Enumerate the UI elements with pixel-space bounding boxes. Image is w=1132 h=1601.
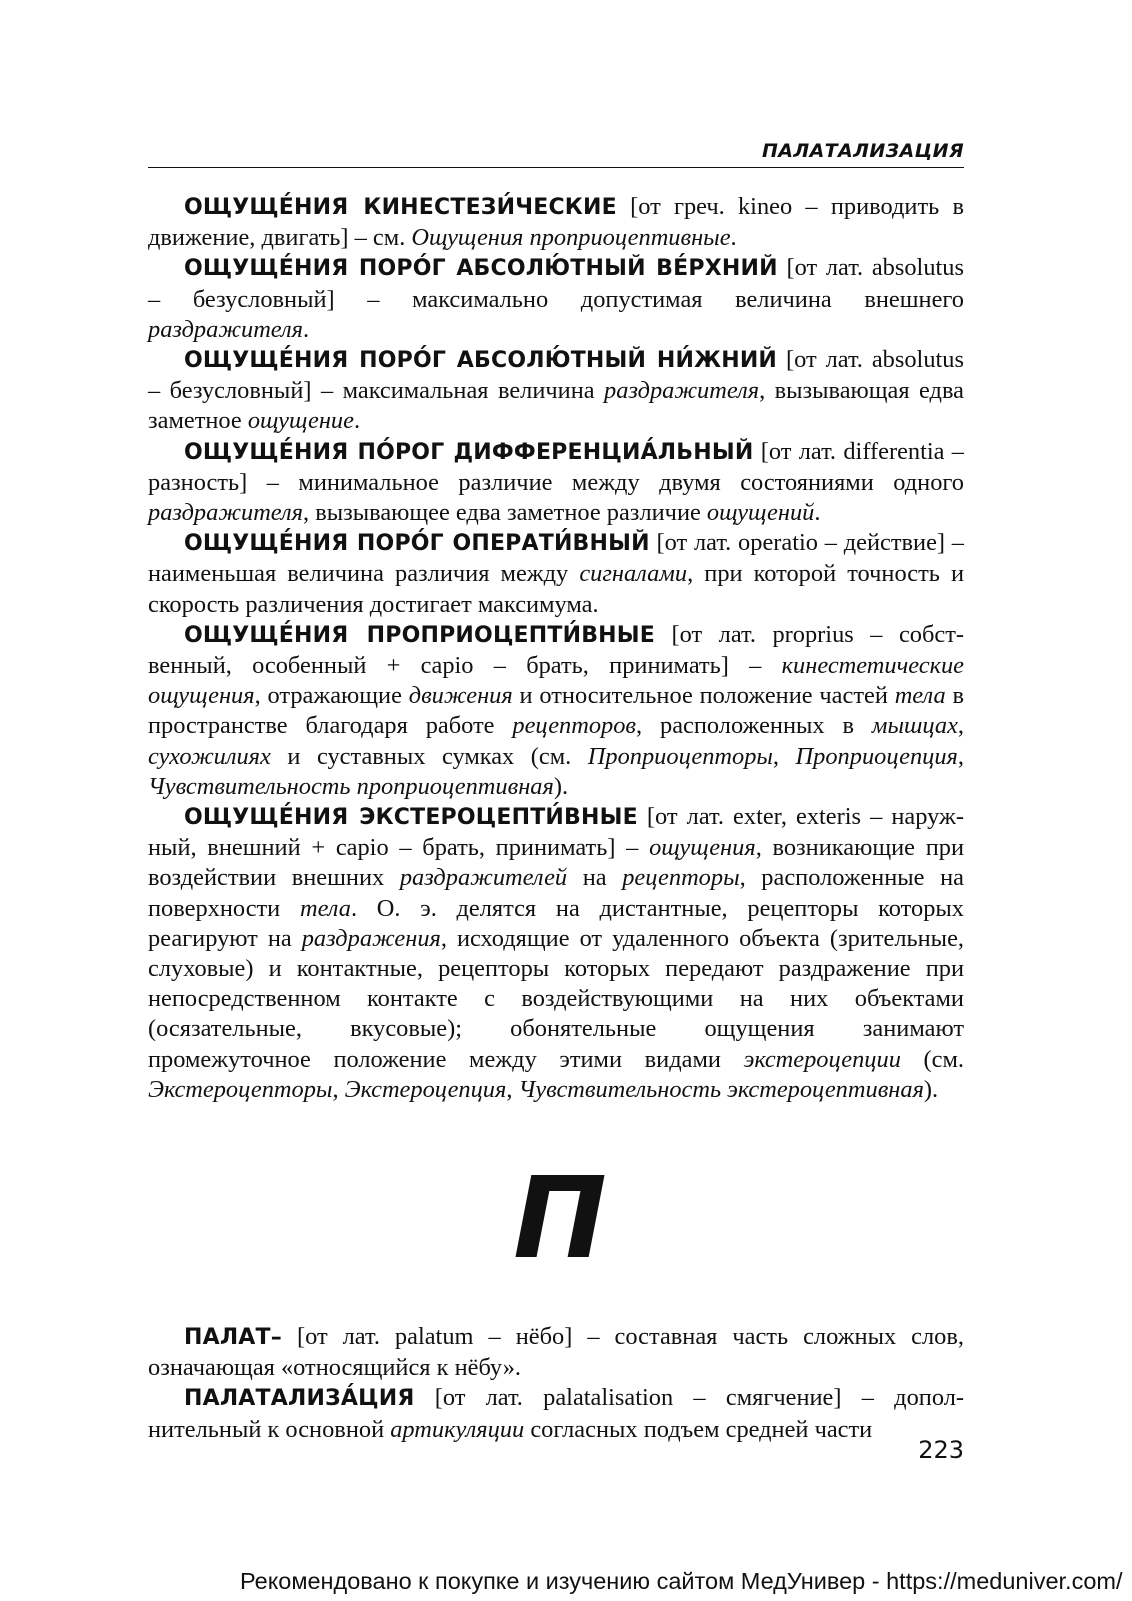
dictionary-entry [148,253,964,345]
entries-o-section [148,192,964,1105]
entry-text: . [814,499,821,527]
dictionary-entry [148,1322,964,1383]
cross-reference: экстероцепции [743,1045,901,1073]
entry-text: , отражающие [254,682,409,710]
cross-reference: раздражителей [399,864,568,892]
cross-reference: сигналами [579,560,688,588]
entry-term: ОЩУЩЕ́НИЯ ПОРО́Г ОПЕРАТИ́ВНЫЙ [184,531,650,557]
entry-text: , [957,712,965,740]
footer-recommendation: Рекомендовано к покупке и изучению сайтом МедУнивер - https://meduniver.com/ [240,1568,1123,1594]
running-head [148,138,964,168]
entry-text: в пространстве благодаря работе [148,682,964,740]
entry-text: . [353,407,361,435]
cross-reference: движения [408,682,513,710]
cross-reference: раздражителя [148,499,304,527]
entry-text: ). [923,1075,939,1103]
cross-reference: кинестетические ощущения [148,652,964,710]
entry-text: [от греч. kineo – приводить в движение, двигать] – см. [148,193,964,252]
cross-reference: Проприоцепция [795,742,958,770]
cross-reference: Чувствительность экстероцептивная [518,1075,924,1103]
entry-text: и суставных сумках (см. [270,742,588,770]
entry-text: . О. э. делятся на дистантные, рецепторы которых реагируют на [148,894,964,952]
entry-text: согласных подъем средней части [524,1415,873,1443]
cross-reference: Ощущения проприоцептивные [411,224,731,252]
dictionary-entry [148,528,964,620]
entry-text: . [730,224,737,252]
entry-text: , расположенных в [636,712,872,740]
entry-text: , [957,742,964,770]
cross-reference: мышцах [871,712,958,740]
entry-text: , вызывающая едва заметное [148,377,964,435]
cross-reference: рецепторы [622,864,740,892]
running-head-title: ПАЛАТАЛИЗАЦИЯ [761,140,964,162]
entry-term: ПАЛАТАЛИЗА́ЦИЯ [184,1386,415,1412]
entry-text: , расположенные на поверхности [148,864,964,922]
entry-term: ОЩУЩЕ́НИЯ ПОРО́Г АБСОЛЮ́ТНЫЙ ВЕ́РХНИЙ [184,256,778,282]
entry-text: [от лат. absolutus – безусловный] – максимальная величина [148,346,964,405]
section-letter: П [513,1154,607,1284]
cross-reference: ощущений [706,499,815,527]
cross-reference: Чувствительность проприоцептивная [148,772,554,800]
cross-reference: раздражителя [148,315,304,343]
cross-reference: ощущения [649,834,756,862]
entry-term: ОЩУЩЕ́НИЯ ПО́РОГ ДИФФЕРЕНЦИА́ЛЬНЫЙ [184,439,754,465]
entry-term: ОЩУЩЕ́НИЯ ЭКСТЕРОЦЕПТИ́ВНЫЕ [184,805,638,831]
dictionary-entry [148,620,964,802]
entry-text: , при которой точность и скорость различения достигает максимума. [148,560,965,618]
page-number: 223 [918,1436,964,1464]
dictionary-entry [148,192,964,253]
entry-text: [от лат. proprius – собственный, особенный + capio – брать, принимать] – [148,620,964,680]
cross-reference: рецепторов [512,712,637,740]
entry-term: ОЩУЩЕ́НИЯ КИНЕСТЕЗИ́ЧЕСКИЕ [184,195,617,220]
entry-text: , [772,742,796,770]
entry-text: [от лат. absolutus – безусловный] – максимально допустимая величина внешнего [148,254,964,313]
cross-reference: тела [299,894,351,922]
entry-text: [от лат. exter, exteris – наружный, внешний + capio – брать, принимать] – [148,803,964,862]
cross-reference: сухожилиях [148,742,271,770]
entry-text: (см. [900,1045,965,1073]
entry-text: [от лат. palatum – нёбо] – составная часть сложных слов, означающая «относящийся к нёбу». [148,1323,964,1382]
entry-text: ). [553,772,569,800]
entry-term: ПАЛАТ– [184,1325,282,1350]
dictionary-entry [148,802,964,1105]
entries-p-section [148,1322,964,1445]
dictionary-entry [148,345,964,437]
entry-text: [от лат. palatalisation – смягчение] – дополнительный к основной [148,1384,964,1443]
entry-text: и относительное положение частей [512,682,895,710]
entry-text: , [332,1075,345,1103]
cross-reference: Проприоцепторы [587,742,773,770]
entry-text: , возникающие при воздействии внешних [148,834,964,892]
dictionary-entry [148,1383,964,1444]
cross-reference: тела [894,682,946,710]
entry-text: [от лат. differentia – разность] – минимальное различие между двумя состояниями одного [148,437,964,496]
entry-text: . [303,315,310,343]
cross-reference: ощущение [247,407,354,435]
entry-text: [от лат. operatio – действие] – наименьшая величина различия между [148,529,964,588]
cross-reference: раздражителя [604,377,760,405]
entry-term: ОЩУЩЕ́НИЯ ПОРО́Г АБСОЛЮ́ТНЫЙ НИ́ЖНИЙ [184,348,778,374]
cross-reference: Экстероцепция [344,1075,507,1103]
cross-reference: артикуляции [390,1415,525,1443]
entry-text: , исходящие от удаленного объекта (зрительные, слуховые) и контактные, рецепторы которых передают раздражение при непосредственном контакте с воздействующими на них объектами (осязательные, вкусовые); обонятельные ощущения занимают промежуточное положение между этими видами [148,924,964,1073]
entry-term: ОЩУЩЕ́НИЯ ПРОПРИОЦЕПТИ́ВНЫЕ [184,622,656,648]
cross-reference: раздражения [301,924,441,952]
entry-text: , вызывающее едва заметное различие [303,499,707,527]
dictionary-entry [148,437,964,529]
entry-text: , [506,1075,519,1103]
entry-text: на [567,864,623,892]
cross-reference: Экстероцепторы [148,1075,333,1103]
